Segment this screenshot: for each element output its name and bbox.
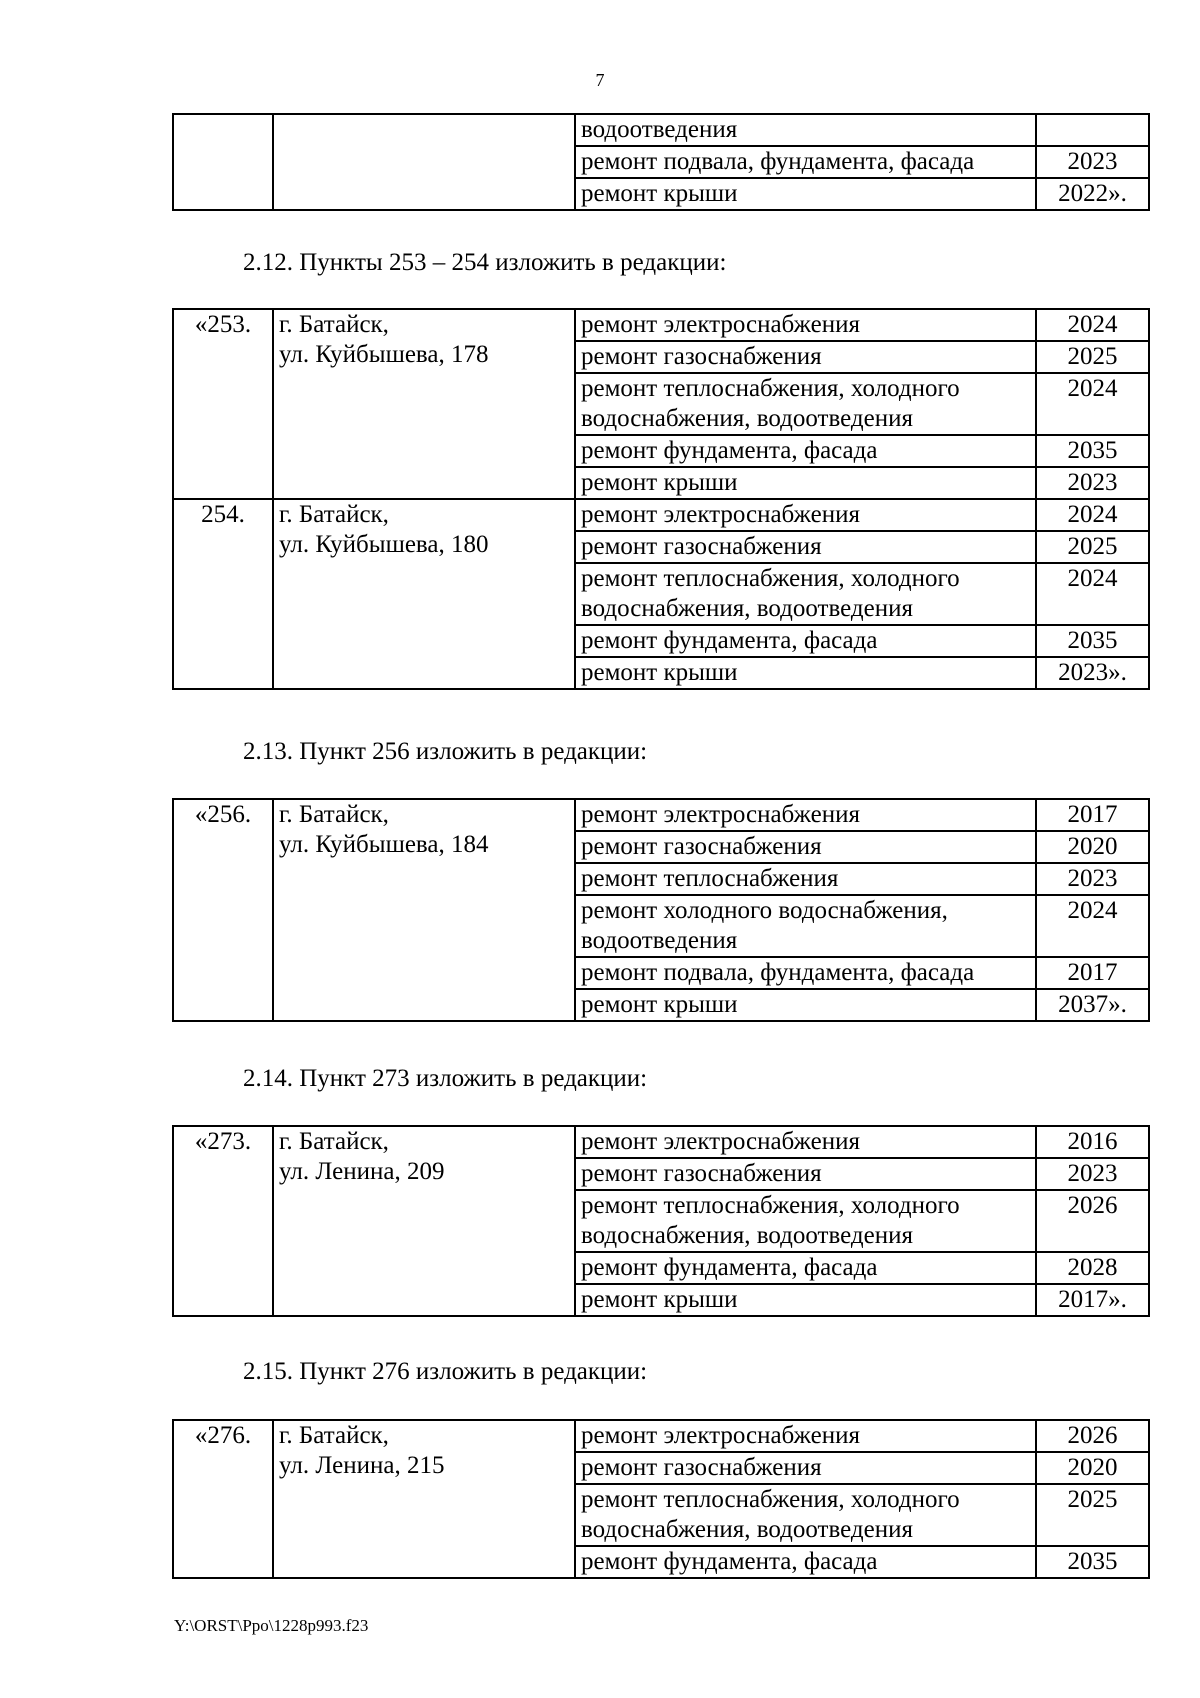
work-year bbox=[1036, 114, 1149, 146]
section-heading-2-13: 2.13. Пункт 256 изложить в редакции: bbox=[243, 738, 648, 765]
work-year: 2026 bbox=[1036, 1420, 1149, 1452]
table-row bbox=[173, 1126, 1149, 1158]
work-type: ремонт подвала, фундамента, фасада bbox=[575, 957, 1036, 989]
works-table bbox=[172, 113, 1150, 211]
work-year: 2020 bbox=[1036, 1452, 1149, 1484]
address-line: ул. Куйбышева, 178 bbox=[279, 341, 489, 368]
table-row bbox=[173, 114, 1149, 146]
address-line: ул. Ленина, 209 bbox=[279, 1158, 445, 1185]
item-number: 254. bbox=[173, 499, 273, 689]
work-type: ремонт электроснабжения bbox=[575, 309, 1036, 341]
table-row bbox=[173, 1420, 1149, 1452]
work-year: 2017». bbox=[1036, 1284, 1149, 1316]
work-year: 2025 bbox=[1036, 1484, 1149, 1546]
work-type: ремонт фундамента, фасада bbox=[575, 1252, 1036, 1284]
work-type: ремонт крыши bbox=[575, 1284, 1036, 1316]
work-type: ремонт теплоснабжения, холодного водоснабжения, водоотведения bbox=[575, 1190, 1036, 1252]
work-year: 2037». bbox=[1036, 989, 1149, 1021]
item-number bbox=[173, 114, 273, 210]
work-type: ремонт фундамента, фасада bbox=[575, 435, 1036, 467]
address-cell bbox=[273, 309, 575, 499]
address-cell bbox=[273, 499, 575, 689]
work-type: ремонт газоснабжения bbox=[575, 1452, 1036, 1484]
item-number: «253. bbox=[173, 309, 273, 499]
work-type: ремонт теплоснабжения bbox=[575, 863, 1036, 895]
table-row bbox=[173, 309, 1149, 341]
work-type: ремонт электроснабжения bbox=[575, 1420, 1036, 1452]
table-row bbox=[173, 799, 1149, 831]
work-type: водоотведения bbox=[575, 114, 1036, 146]
address-line: ул. Куйбышева, 180 bbox=[279, 531, 489, 558]
work-year: 2023». bbox=[1036, 657, 1149, 689]
address-line: г. Батайск, bbox=[279, 1128, 389, 1155]
work-type: ремонт теплоснабжения, холодного водоснабжения, водоотведения bbox=[575, 373, 1036, 435]
work-type: ремонт подвала, фундамента, фасада bbox=[575, 146, 1036, 178]
address-cell bbox=[273, 114, 575, 210]
address-cell bbox=[273, 1420, 575, 1578]
item-number: «273. bbox=[173, 1126, 273, 1316]
work-type: ремонт крыши bbox=[575, 657, 1036, 689]
section-heading-2-14: 2.14. Пункт 273 изложить в редакции: bbox=[243, 1065, 648, 1092]
work-type: ремонт электроснабжения bbox=[575, 1126, 1036, 1158]
work-type: ремонт электроснабжения bbox=[575, 499, 1036, 531]
work-year: 2035 bbox=[1036, 625, 1149, 657]
file-path-footer: Y:\ORST\Ppo\1228p993.f23 bbox=[174, 1616, 369, 1635]
section-heading-2-12: 2.12. Пункты 253 – 254 изложить в редакции: bbox=[243, 249, 727, 276]
work-year: 2016 bbox=[1036, 1126, 1149, 1158]
work-year: 2024 bbox=[1036, 373, 1149, 435]
work-year: 2017 bbox=[1036, 957, 1149, 989]
address-line: ул. Куйбышева, 184 bbox=[279, 831, 489, 858]
work-year: 2028 bbox=[1036, 1252, 1149, 1284]
address-line: г. Батайск, bbox=[279, 1422, 389, 1449]
address-cell bbox=[273, 1126, 575, 1316]
work-type: ремонт крыши bbox=[575, 178, 1036, 210]
work-year: 2024 bbox=[1036, 499, 1149, 531]
work-year: 2024 bbox=[1036, 309, 1149, 341]
work-year: 2022». bbox=[1036, 178, 1149, 210]
work-type: ремонт теплоснабжения, холодного водоснабжения, водоотведения bbox=[575, 563, 1036, 625]
work-type: ремонт фундамента, фасада bbox=[575, 1546, 1036, 1578]
work-type: ремонт крыши bbox=[575, 467, 1036, 499]
work-year: 2025 bbox=[1036, 341, 1149, 373]
page-number: 7 bbox=[595, 70, 605, 90]
work-year: 2017 bbox=[1036, 799, 1149, 831]
work-type: ремонт фундамента, фасада bbox=[575, 625, 1036, 657]
work-year: 2025 bbox=[1036, 531, 1149, 563]
work-type: ремонт электроснабжения bbox=[575, 799, 1036, 831]
works-table bbox=[172, 798, 1150, 1022]
work-year: 2023 bbox=[1036, 146, 1149, 178]
work-type: ремонт газоснабжения bbox=[575, 341, 1036, 373]
item-number: «256. bbox=[173, 799, 273, 1021]
work-type: ремонт газоснабжения bbox=[575, 531, 1036, 563]
work-year: 2020 bbox=[1036, 831, 1149, 863]
work-year: 2024 bbox=[1036, 563, 1149, 625]
address-line: г. Батайск, bbox=[279, 311, 389, 338]
item-number: «276. bbox=[173, 1420, 273, 1578]
address-line: ул. Ленина, 215 bbox=[279, 1452, 445, 1479]
work-type: ремонт газоснабжения bbox=[575, 1158, 1036, 1190]
work-type: ремонт крыши bbox=[575, 989, 1036, 1021]
table-row bbox=[173, 499, 1149, 531]
work-type: ремонт теплоснабжения, холодного водоснабжения, водоотведения bbox=[575, 1484, 1036, 1546]
work-type: ремонт газоснабжения bbox=[575, 831, 1036, 863]
work-year: 2023 bbox=[1036, 1158, 1149, 1190]
work-year: 2023 bbox=[1036, 863, 1149, 895]
works-table bbox=[172, 1419, 1150, 1579]
work-year: 2035 bbox=[1036, 435, 1149, 467]
work-year: 2023 bbox=[1036, 467, 1149, 499]
address-line: г. Батайск, bbox=[279, 801, 389, 828]
work-year: 2024 bbox=[1036, 895, 1149, 957]
works-table bbox=[172, 308, 1150, 690]
work-type: ремонт холодного водоснабжения, водоотведения bbox=[575, 895, 1036, 957]
address-cell bbox=[273, 799, 575, 1021]
address-line: г. Батайск, bbox=[279, 501, 389, 528]
work-year: 2026 bbox=[1036, 1190, 1149, 1252]
works-table bbox=[172, 1125, 1150, 1317]
work-year: 2035 bbox=[1036, 1546, 1149, 1578]
section-heading-2-15: 2.15. Пункт 276 изложить в редакции: bbox=[243, 1358, 648, 1385]
